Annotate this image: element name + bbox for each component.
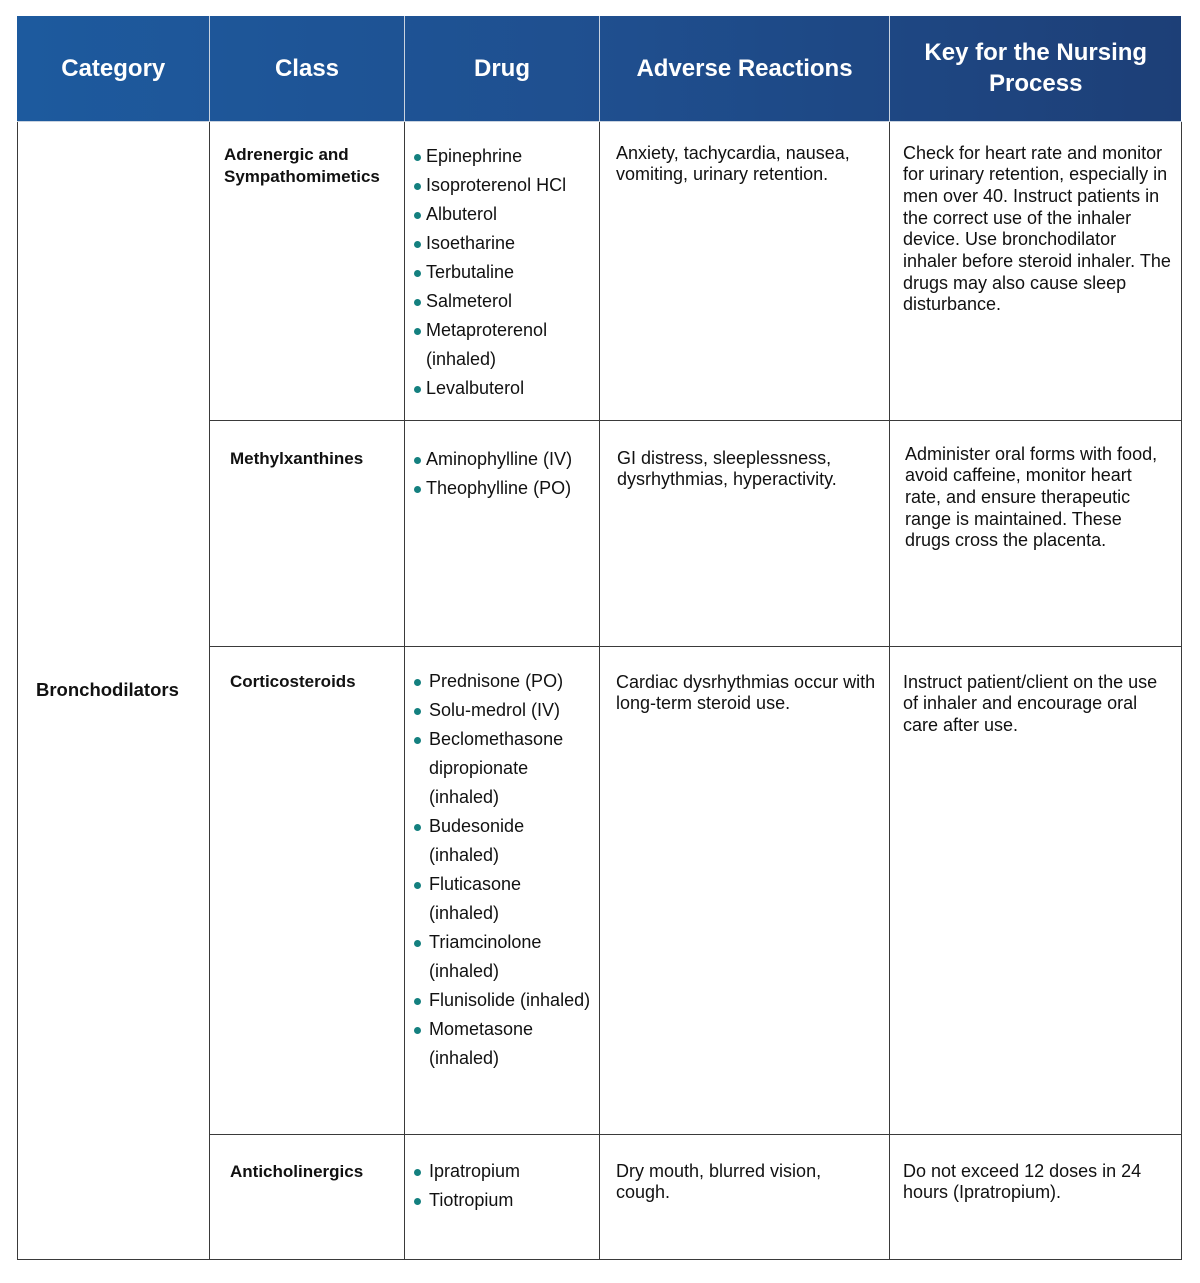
- drug-list: [405, 421, 599, 503]
- adverse-text: GI distress, sleeplessness, dysrhythmias, hyperactivity.: [617, 447, 837, 490]
- drug-list-item: Mometasone (inhaled): [413, 1015, 595, 1073]
- class-label: Corticosteroids: [230, 671, 356, 691]
- drug-table: [17, 16, 1182, 1260]
- header-row: [18, 16, 1182, 121]
- bullet-icon: [414, 299, 421, 306]
- drug-list-item: Terbutaline: [413, 258, 595, 287]
- adverse-cell: [600, 646, 890, 1134]
- bullet-icon: [414, 328, 421, 335]
- drug-list-item: Beclomethasone dipropionate (inhaled): [413, 725, 595, 812]
- header-adverse-reactions: Adverse Reactions: [600, 16, 890, 121]
- drug-list-item: Fluticasone (inhaled): [413, 870, 595, 928]
- class-cell: [210, 646, 405, 1134]
- drug-cell: [405, 420, 600, 646]
- drug-list-item: Triamcinolone (inhaled): [413, 928, 595, 986]
- drug-list-item: Aminophylline (IV): [413, 445, 595, 474]
- drug-list-item: Levalbuterol: [413, 374, 595, 403]
- drug-list: [405, 122, 599, 403]
- adverse-text: Anxiety, tachycardia, nausea, vomiting, urinary retention.: [616, 142, 850, 185]
- drug-cell: [405, 646, 600, 1134]
- table-row: [18, 121, 1182, 420]
- adverse-text: Dry mouth, blurred vision, cough.: [616, 1160, 822, 1203]
- nursing-text: Check for heart rate and monitor for urinary retention, especially in men over 40. Instruct patients in the correct use of the inhaler device. Use bronchodilator inhaler before steroid inhaler. The drugs may also cause sleep disturbance.: [903, 142, 1171, 315]
- drug-list-item: Theophylline (PO): [413, 474, 595, 503]
- nursing-cell: [890, 646, 1182, 1134]
- adverse-text: Cardiac dysrhythmias occur with long-term steroid use.: [616, 671, 876, 714]
- bullet-icon: [414, 1027, 421, 1034]
- bullet-icon: [414, 154, 421, 161]
- bullet-icon: [414, 940, 421, 947]
- drug-list-item: Tiotropium: [413, 1186, 595, 1215]
- bullet-icon: [414, 212, 421, 219]
- drug-list-item: Metaproterenol (inhaled): [413, 316, 595, 374]
- class-label: Methylxanthines: [230, 448, 364, 468]
- bullet-icon: [414, 708, 421, 715]
- header-drug: Drug: [405, 16, 600, 121]
- drug-list-item: Isoproterenol HCl: [413, 171, 595, 200]
- drug-list-item: Budesonide (inhaled): [413, 812, 595, 870]
- drug-cell: [405, 121, 600, 420]
- bullet-icon: [414, 998, 421, 1005]
- adverse-cell: [600, 1134, 890, 1259]
- drug-table-container: [17, 16, 1181, 1260]
- nursing-cell: [890, 420, 1182, 646]
- drug-list: [405, 1135, 599, 1215]
- bullet-icon: [414, 1198, 421, 1205]
- drug-cell: [405, 1134, 600, 1259]
- bullet-icon: [414, 486, 421, 493]
- header-category: Category: [18, 16, 210, 121]
- drug-list-item: Isoetharine: [413, 229, 595, 258]
- bullet-icon: [414, 737, 421, 744]
- bullet-icon: [414, 824, 421, 831]
- class-cell: [210, 420, 405, 646]
- drug-list-item: Salmeterol: [413, 287, 595, 316]
- drug-list-item: Flunisolide (inhaled): [413, 986, 595, 1015]
- nursing-cell: [890, 121, 1182, 420]
- class-label: Adrenergic and Sympathomimetics: [224, 144, 380, 186]
- header-nursing-process: Key for the Nursing Process: [890, 16, 1182, 121]
- nursing-text: Administer oral forms with food, avoid caffeine, monitor heart rate, and ensure therapeutic range is maintained. These drugs cross the placenta.: [905, 443, 1158, 551]
- bullet-icon: [414, 679, 421, 686]
- nursing-text: Do not exceed 12 doses in 24 hours (Ipratropium).: [903, 1160, 1142, 1203]
- bullet-icon: [414, 386, 421, 393]
- bullet-icon: [414, 270, 421, 277]
- category-cell: Bronchodilators: [18, 121, 210, 1259]
- class-cell: [210, 1134, 405, 1259]
- drug-list-item: Prednisone (PO): [413, 667, 595, 696]
- adverse-cell: [600, 121, 890, 420]
- bullet-icon: [414, 457, 421, 464]
- bullet-icon: [414, 1169, 421, 1176]
- adverse-cell: [600, 420, 890, 646]
- bullet-icon: [414, 882, 421, 889]
- drug-list-item: Epinephrine: [413, 142, 595, 171]
- drug-list-item: Ipratropium: [413, 1157, 595, 1186]
- drug-list: [405, 647, 599, 1073]
- nursing-text: Instruct patient/client on the use of inhaler and encourage oral care after use.: [903, 671, 1158, 735]
- drug-list-item: Solu-medrol (IV): [413, 696, 595, 725]
- drug-list-item: Albuterol: [413, 200, 595, 229]
- class-cell: [210, 121, 405, 420]
- header-class: Class: [210, 16, 405, 121]
- class-label: Anticholinergics: [230, 1161, 364, 1181]
- bullet-icon: [414, 183, 421, 190]
- nursing-cell: [890, 1134, 1182, 1259]
- bullet-icon: [414, 241, 421, 248]
